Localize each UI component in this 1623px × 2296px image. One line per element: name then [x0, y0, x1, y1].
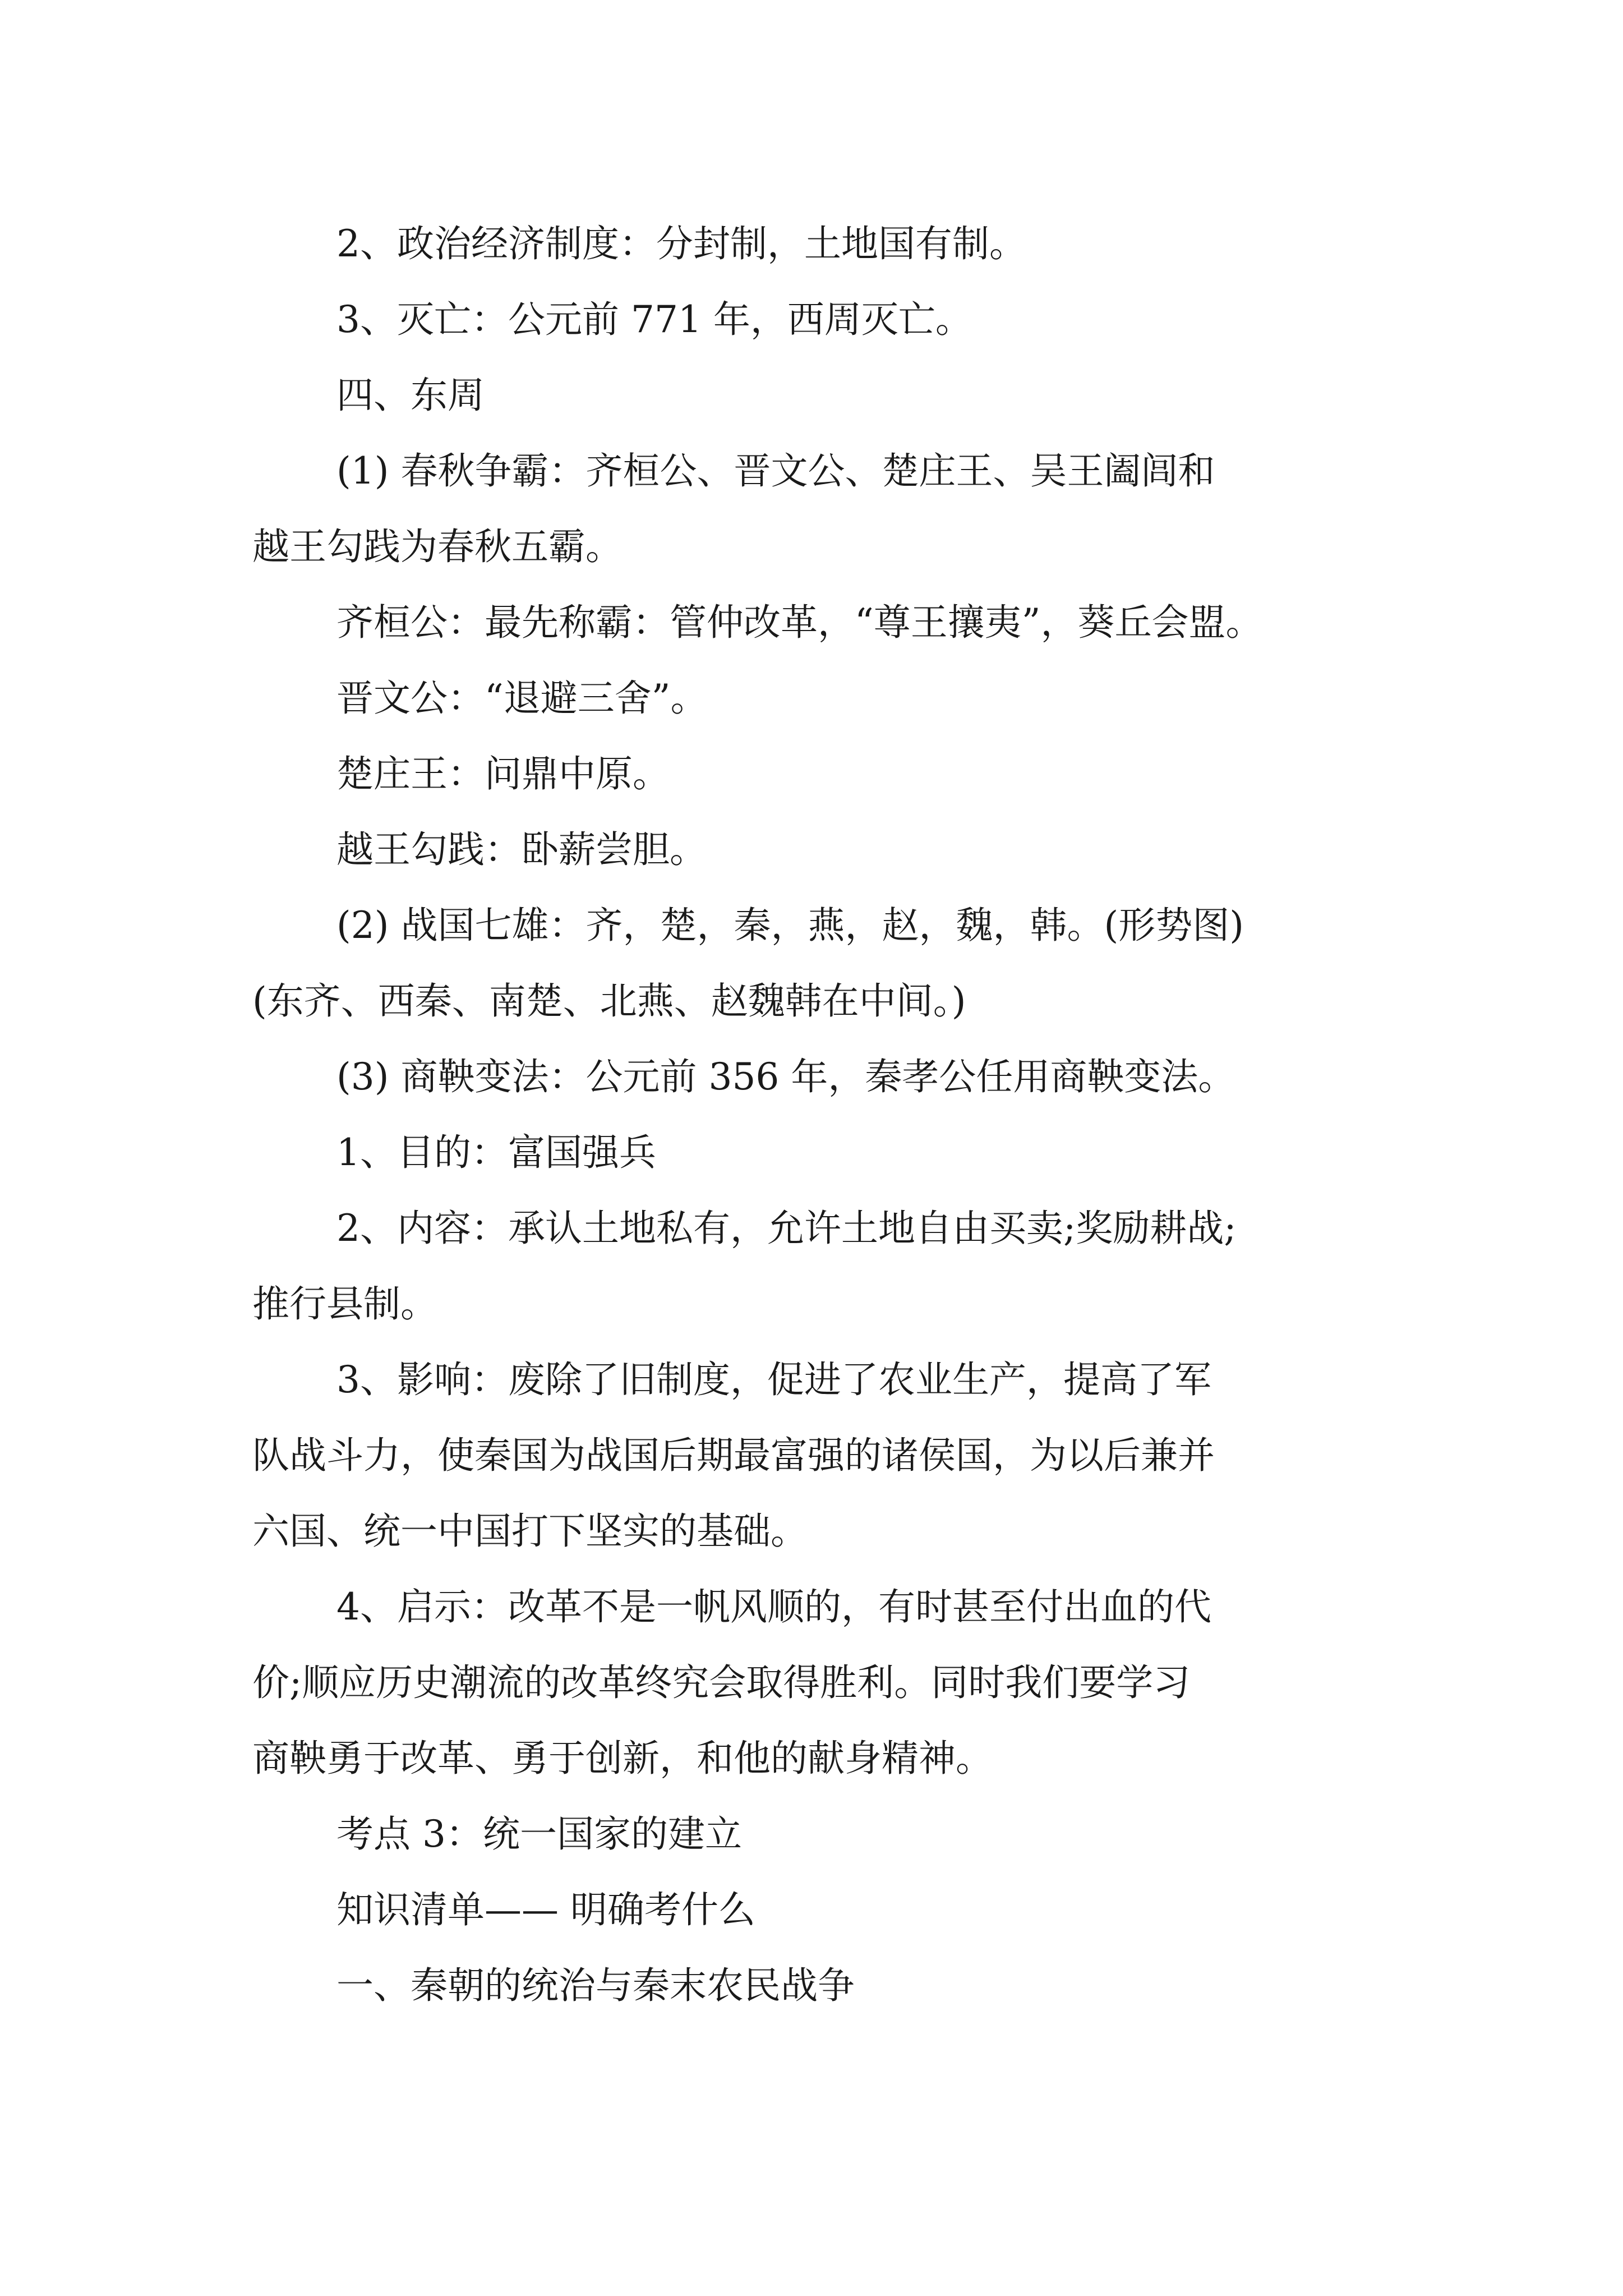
section-heading: 一、秦朝的统治与秦末农民战争	[336, 1964, 855, 2007]
text-line: 2、内容：承认土地私有，允许土地自由买卖;奖励耕战;	[336, 1207, 1237, 1250]
section-heading: 考点 3：统一国家的建立	[336, 1812, 742, 1856]
text-line: 3、灭亡：公元前 771 年，西周灭亡。	[336, 298, 972, 341]
text-line: 越王勾践：卧薪尝胆。	[336, 828, 707, 871]
text-line: (3) 商鞅变法：公元前 356 年，秦孝公任用商鞅变法。	[336, 1055, 1235, 1098]
text-line: 价;顺应历史潮流的改革终究会取得胜利。同时我们要学习	[252, 1661, 1191, 1704]
text-line: 楚庄王：问鼎中原。	[336, 752, 670, 795]
text-line: 4、启示：改革不是一帆风顺的，有时甚至付出血的代	[336, 1585, 1211, 1628]
text-line: (东齐、西秦、南楚、北燕、赵魏韩在中间。)	[252, 979, 966, 1023]
section-heading: 四、东周	[336, 374, 485, 417]
text-line: 1、目的：富国强兵	[336, 1131, 656, 1174]
text-line: 六国、统一中国打下坚实的基础。	[252, 1510, 808, 1553]
text-line: 3、影响：废除了旧制度，促进了农业生产，提高了军	[336, 1358, 1211, 1401]
text-line: 推行县制。	[252, 1282, 437, 1326]
section-heading: 知识清单—— 明确考什么	[336, 1888, 755, 1931]
text-line: 队战斗力，使秦国为战国后期最富强的诸侯国，为以后兼并	[252, 1434, 1215, 1477]
text-line: 2、政治经济制度：分封制，土地国有制。	[336, 222, 1026, 265]
text-line: 晋文公：“退避三舍”。	[336, 677, 708, 720]
text-line: 越王勾践为春秋五霸。	[252, 525, 623, 568]
text-line: (2) 战国七雄：齐，楚，秦，燕，赵，魏，韩。(形势图)	[336, 904, 1244, 947]
text-line: 齐桓公：最先称霸：管仲改革，“尊王攘夷”，葵丘会盟。	[336, 601, 1263, 644]
text-line: 商鞅勇于改革、勇于创新，和他的献身精神。	[252, 1737, 993, 1780]
text-line: (1) 春秋争霸：齐桓公、晋文公、楚庄王、吴王阖闾和	[336, 449, 1215, 493]
